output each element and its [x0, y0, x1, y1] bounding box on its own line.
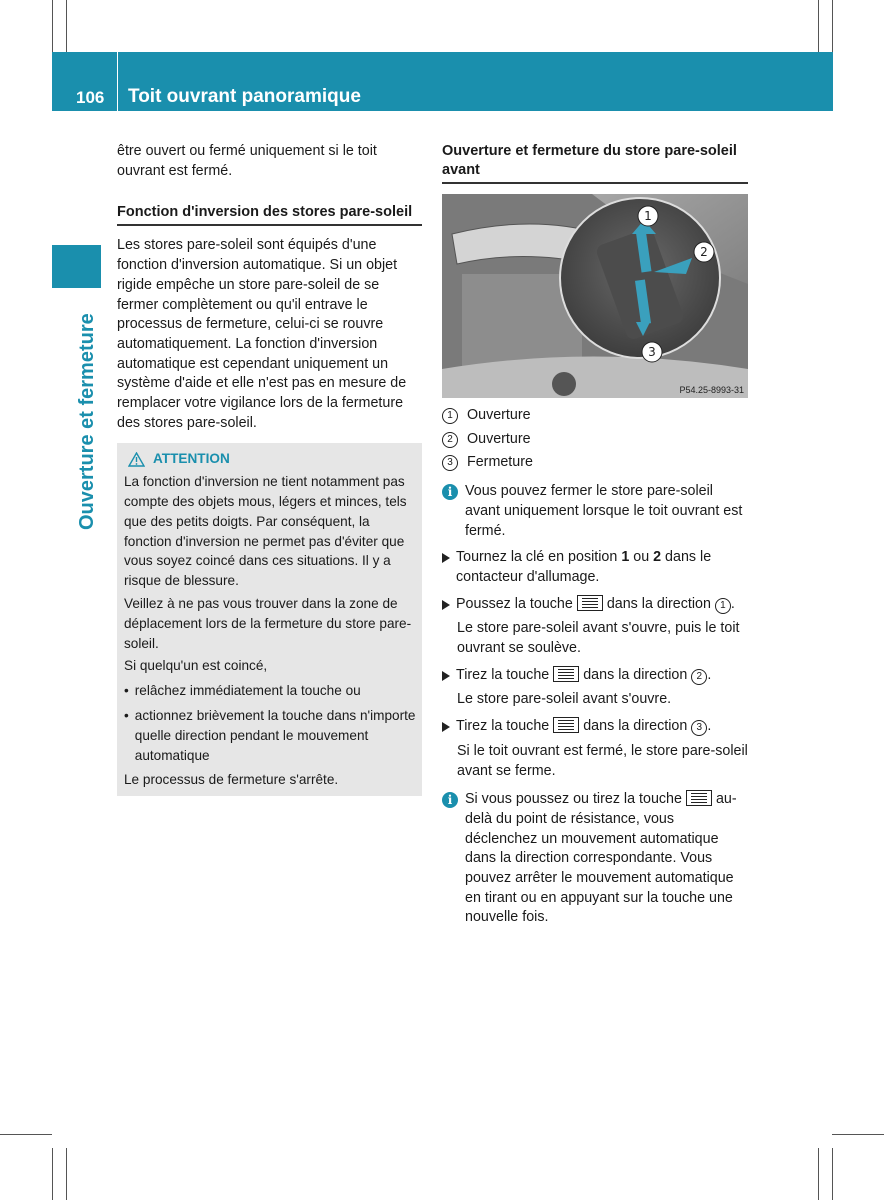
list-item-text: actionnez brièvement la touche dans n'importe quelle direction pendant le mouvement automatique	[134, 708, 416, 763]
overhead-panel-image	[442, 194, 748, 398]
warning-text: Si quelqu'un est coincé,	[124, 658, 268, 674]
sunblind-switch-icon	[553, 666, 579, 682]
info-icon: i	[442, 484, 458, 500]
page-title: Toit ouvrant panoramique	[128, 86, 361, 107]
callout-number: 1	[715, 598, 731, 614]
instruction-step	[442, 666, 748, 686]
info-note	[442, 482, 748, 541]
callout-number: 3	[442, 455, 458, 471]
legend-item	[442, 406, 748, 426]
warning-text: La fonction d'inversion ne tient notamment pas compte des objets mous, légers et minces, tels que des petits doigts. Par conséquent, la fonction d'inversion ne permet pas d'éviter que vous soyez coincé dans ces situations. Il y a risque de blessure.	[124, 474, 407, 589]
sunblind-switch-icon	[553, 717, 579, 733]
side-tab	[52, 245, 101, 288]
callout-number: 2	[442, 432, 458, 448]
step-arrow-icon	[442, 722, 450, 732]
crop-mark	[832, 1134, 884, 1135]
info-text: Vous pouvez fermer le store pare-soleil avant uniquement lorsque le toit ouvrant est fermé.	[465, 483, 743, 539]
instruction-step	[442, 717, 748, 737]
info-text: Si vous poussez ou tirez la touche au-delà du point de résistance, vous déclenchez un mouvement automatique dans la direction correspondante. Vous pouvez arrêter le mouvement automatique en tirant ou en appuyant sur la touche une nouvelle fois.	[465, 791, 737, 926]
chapter-label: Ouverture et fermeture	[76, 313, 98, 530]
callout-number: 3	[691, 720, 707, 736]
svg-text:2: 2	[700, 245, 708, 259]
crop-mark	[0, 1134, 52, 1135]
step-text: Poussez la touche dans la direction 1 .	[456, 595, 735, 612]
header-divider	[117, 52, 118, 111]
crop-mark	[832, 0, 833, 52]
instruction-step	[442, 548, 748, 587]
warning-header	[124, 449, 416, 469]
svg-text:1: 1	[644, 209, 652, 223]
list-item	[124, 706, 416, 765]
info-icon: i	[442, 792, 458, 808]
sunblind-control-illustration	[442, 194, 748, 398]
legend-item	[442, 453, 748, 473]
crop-mark	[832, 1148, 833, 1200]
figure-code: P54.25-8993-31	[679, 385, 744, 395]
list-item	[124, 681, 416, 701]
step-arrow-icon	[442, 600, 450, 610]
list-item-text: relâchez immédiatement la touche ou	[134, 683, 361, 699]
section-heading: Ouverture et fermeture du store pare-soleil avant	[442, 142, 748, 184]
crop-mark	[66, 1148, 67, 1200]
callout-number: 2	[691, 669, 707, 685]
crop-mark	[66, 0, 67, 52]
step-arrow-icon	[442, 671, 450, 681]
legend-label: Ouverture	[467, 407, 531, 423]
svg-text:3: 3	[648, 345, 656, 359]
step-result: Si le toit ouvrant est fermé, le store pare-soleil avant se ferme.	[457, 742, 748, 779]
step-result: Le store pare-soleil avant s'ouvre.	[457, 691, 672, 708]
callout-number: 1	[442, 408, 458, 424]
legend	[442, 406, 748, 473]
step-arrow-icon	[442, 553, 450, 563]
crop-mark	[52, 1148, 53, 1200]
body-paragraph: Les stores pare-soleil sont équipés d'une fonction d'inversion automatique. Si un objet rigide empêche un store pare-soleil de se fermer complètement ou qu'il entrave le processus de fermeture, celui-ci se rouvre automatiquement. La fonction d'inversion automatique est cependant uniquement un système d'aide et elle n'est pas en mesure de remplacer votre vigilance lors de la fermeture des stores pare-soleil.	[117, 237, 407, 431]
warning-text: Veillez à ne pas vous trouver dans la zone de déplacement lors de la fermeture du store pare-soleil.	[124, 596, 412, 651]
crop-mark	[818, 1148, 819, 1200]
info-note	[442, 790, 748, 928]
sunblind-switch-icon	[577, 595, 603, 611]
intro-paragraph: être ouvert ou fermé uniquement si le toit ouvrant est fermé.	[117, 143, 377, 179]
legend-label: Ouverture	[467, 430, 531, 447]
section-heading: Fonction d'inversion des stores pare-soleil	[117, 203, 422, 226]
step-text: Tirez la touche dans la direction 3 .	[456, 718, 712, 735]
warning-text: Le processus de fermeture s'arrête.	[124, 772, 339, 788]
step-text: Tirez la touche dans la direction 2 .	[456, 666, 712, 683]
bullet-dot: •	[124, 683, 129, 699]
legend-label: Fermeture	[467, 454, 533, 471]
warning-triangle-icon	[128, 452, 145, 467]
step-text: Tournez la clé en position 1 ou 2 dans le contacteur d'allumage.	[456, 549, 712, 585]
legend-item	[442, 430, 748, 450]
sunblind-switch-icon	[686, 790, 712, 806]
instruction-step	[442, 595, 748, 615]
bullet-dot: •	[124, 708, 129, 723]
step-result: Le store pare-soleil avant s'ouvre, puis le toit ouvrant se soulève.	[457, 620, 740, 657]
crop-mark	[818, 0, 819, 52]
crop-mark	[52, 0, 53, 52]
warning-box	[117, 443, 422, 796]
page-number: 106	[76, 88, 105, 107]
left-column	[117, 142, 422, 796]
warning-title: ATTENTION	[153, 451, 230, 467]
right-column	[442, 142, 748, 928]
